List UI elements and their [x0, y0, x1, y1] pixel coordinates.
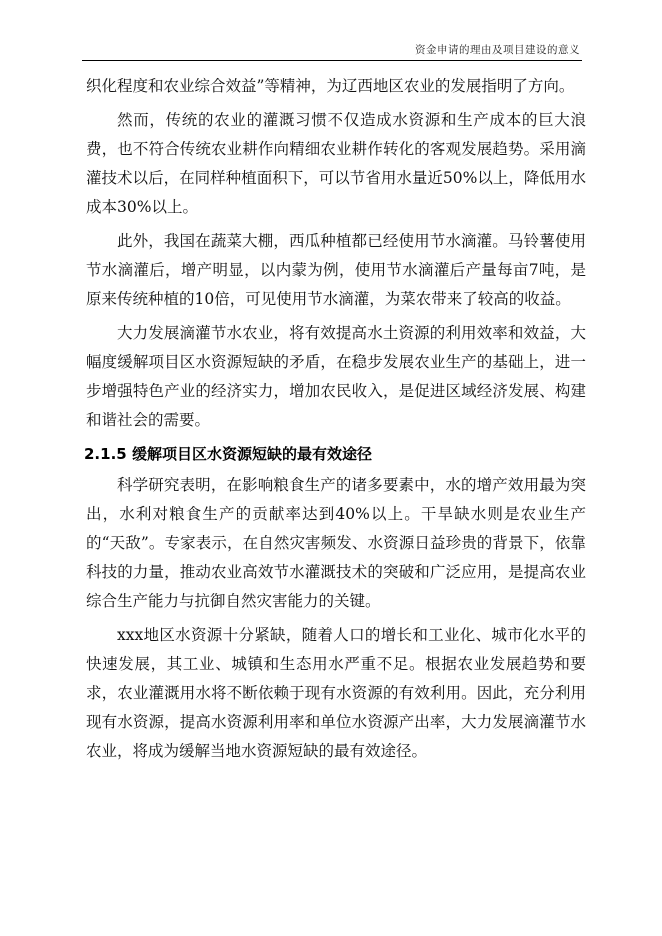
section-number: 2.1.5: [84, 445, 127, 463]
paragraph-continuation: 织化程度和农业综合效益”等精神，为辽西地区农业的发展指明了方向。: [86, 77, 575, 95]
paragraph-develop-drip-agriculture: 大力发展滴灌节水农业，将有效提高水土资源的利用效率和效益，大幅度缓解项目区水资源短缺的矛盾，在稳步发展农业生产的基础上，进一步增强特色产业的经济实力，增加农民收入，是促进区域经济发展、构建和谐社会的需要。: [86, 324, 586, 429]
paragraph-scientific-research: 科学研究表明，在影响粮食生产的诸多要素中，水的增产效用最为突出，水利对粮食生产的贡献率达到40%以上。干旱缺水则是农业生产的“天敌”。专家表示，在自然灾害频发、水资源日益珍贵的背景下，依靠科技的力量，推动农业高效节水灌溉技术的突破和广泛应用，是提高农业综合生产能力与抗御自然灾害能力的关键。: [86, 476, 586, 610]
page-header: [82, 40, 582, 61]
paragraph-drip-irrigation-examples: 此外，我国在蔬菜大棚，西瓜种植都已经使用节水滴灌。马铃薯使用节水滴灌后，增产明显，以内蒙为例，使用节水滴灌后产量每亩7吨，是原来传统种植的10倍，可见使用节水滴灌，为菜农带来了较高的收益。: [86, 232, 586, 308]
paragraph-irrigation-habits: 然而，传统的农业的灌溉习惯不仅造成水资源和生产成本的巨大浪费，也不符合传统农业耕作向精细农业耕作转化的客观发展趋势。采用滴灌技术以后，在同样种植面积下，可以节省用水量近50%以上，降低用水成本30%以上。: [86, 111, 586, 216]
paragraph-regional-water-shortage: xxx地区水资源十分紧缺，随着人口的增长和工业化、城市化水平的快速发展，其工业、城镇和生态用水严重不足。根据农业发展趋势和要求，农业灌溉用水将不断依赖于现有水资源的有效利用。因此，充分利用现有水资源，提高水资源利用率和单位水资源产出率，大力发展滴灌节水农业，将成为缓解当地水资源短缺的最有效途径。: [86, 626, 586, 760]
document-body: [86, 72, 586, 771]
section-title: 缓解项目区水资源短缺的最有效途径: [131, 445, 372, 463]
section-heading: [84, 440, 586, 469]
header-title: 资金申请的理由及项目建设的意义: [415, 44, 580, 56]
